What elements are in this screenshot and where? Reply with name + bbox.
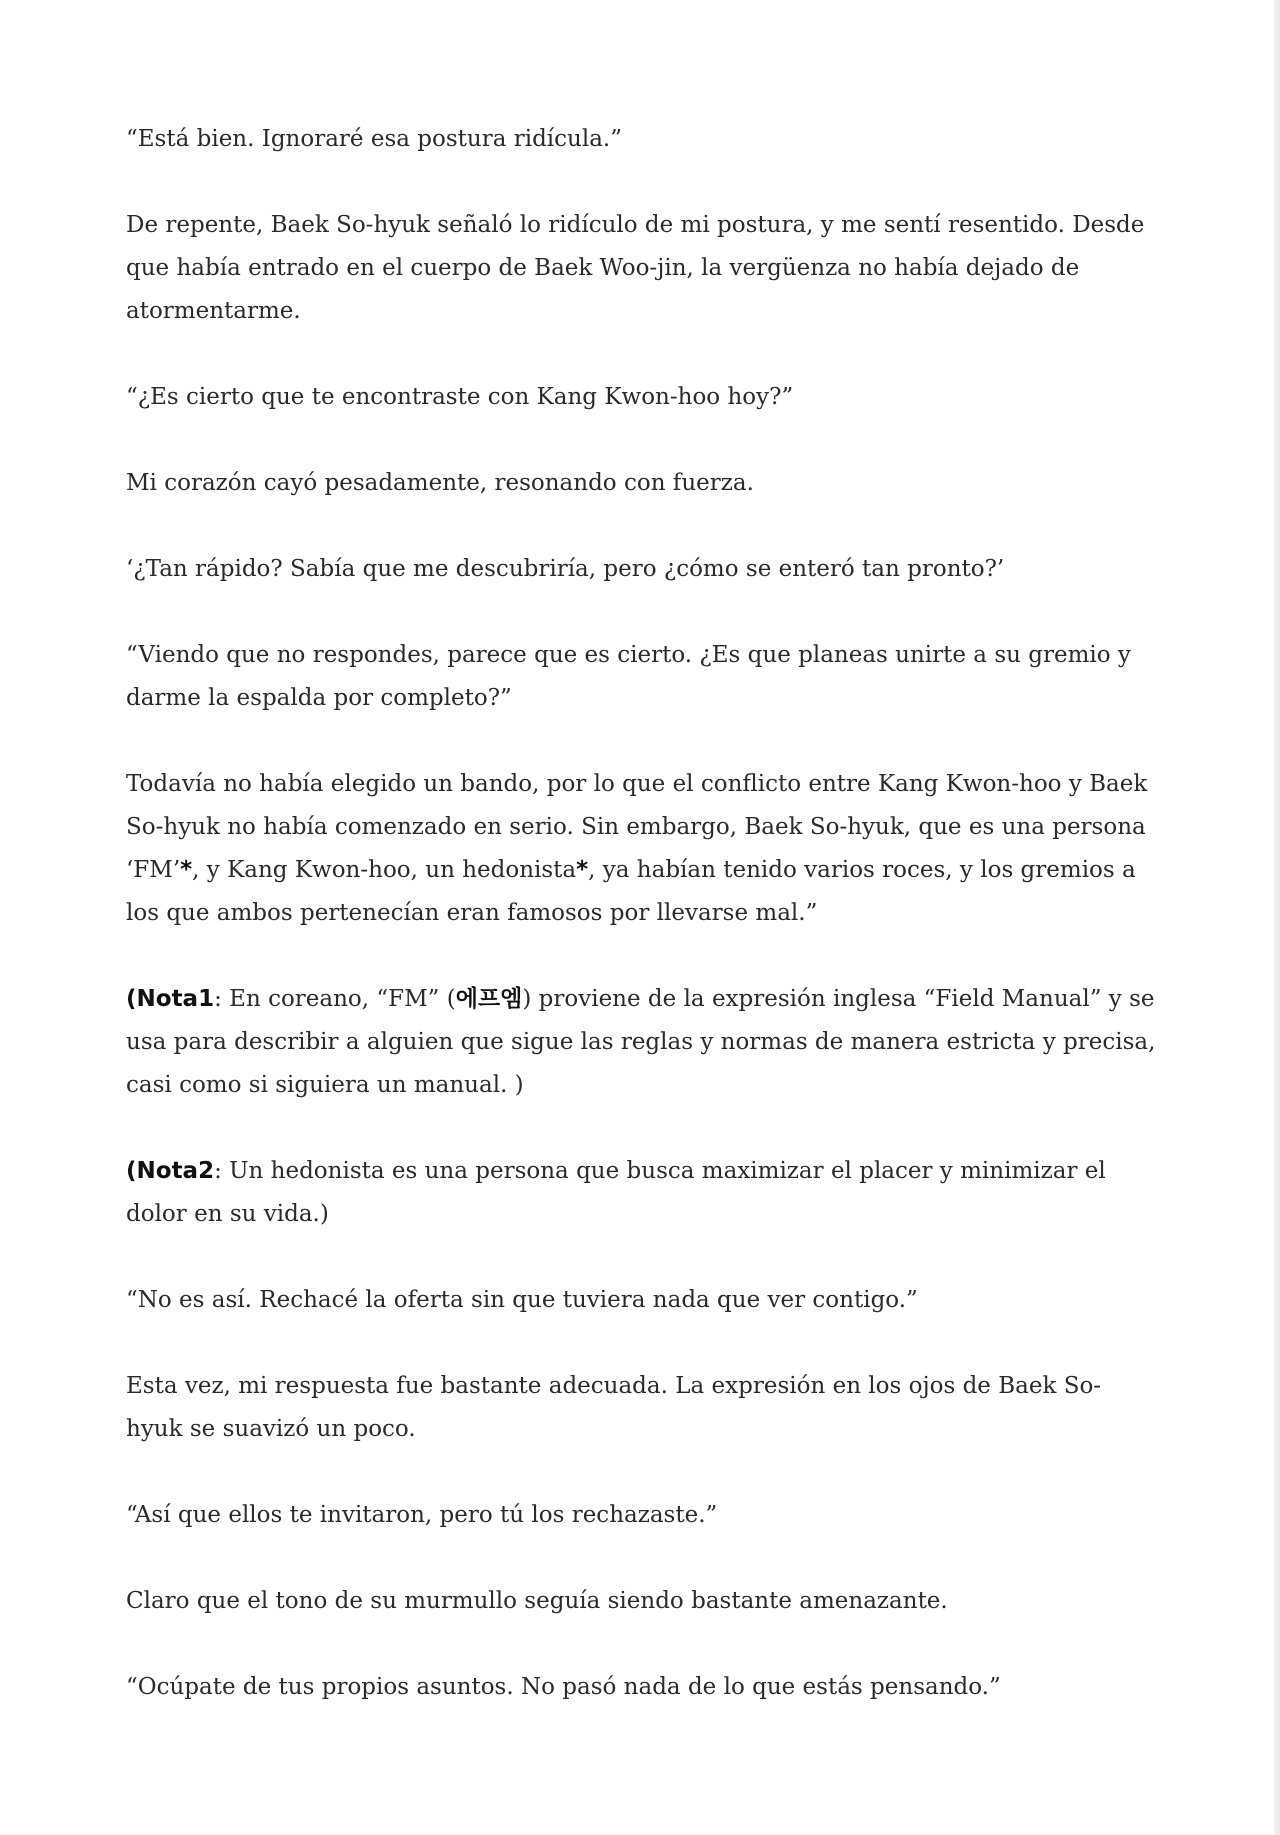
paragraph-6: “Viendo que no respondes, parece que es cierto. ¿Es que planeas unirte a su gremio y darme la espalda por completo?” (126, 642, 1131, 711)
footnote-1-text-a: : En coreano, “FM” ( (214, 986, 456, 1012)
footnote-2-label: Nota2 (136, 1158, 215, 1184)
document-body (126, 118, 1156, 1752)
paragraph-3: “¿Es cierto que te encontraste con Kang Kwon-hoo hoy?” (126, 384, 794, 410)
paragraph-1: “Está bien. Ignoraré esa postura ridícula.” (126, 126, 622, 152)
footnote-marker-1: * (180, 857, 193, 883)
paragraph-7-text-a: Todavía no había elegido un bando, por lo que el conflicto entre Kang Kwon-hoo y Baek So-hyuk no había comenzado en serio. Sin embargo, Baek So-hyuk, que es una persona ‘FM’ (126, 771, 1148, 883)
footnote-1-label: Nota1 (136, 986, 215, 1012)
paragraph-8: “No es así. Rechacé la oferta sin que tuviera nada que ver contigo.” (126, 1287, 918, 1313)
footnote-1 (126, 978, 1156, 1107)
paragraph-2: De repente, Baek So-hyuk señaló lo ridículo de mi postura, y me sentí resentido. Desde que había entrado en el cuerpo de Baek Woo-jin, la vergüenza no había dejado de atormentarme. (126, 212, 1145, 324)
page-edge-shadow (1274, 0, 1280, 1835)
paragraph-7-text-b: , y Kang Kwon-hoo, un hedonista (192, 857, 577, 883)
paragraph-10: “Así que ellos te invitaron, pero tú los rechazaste.” (126, 1502, 718, 1528)
footnote-1-open-paren: ( (126, 986, 137, 1012)
footnote-1-korean-term: 에프엠 (455, 986, 523, 1012)
paragraph-7-text-c: , ya habían tenido varios roces, y los gremios a los que ambos pertenecían eran famosos por llevarse mal.” (126, 857, 1136, 926)
footnote-2-open-paren: ( (126, 1158, 137, 1184)
footnote-2-text: : Un hedonista es una persona que busca maximizar el placer y minimizar el dolor en su vida.) (126, 1158, 1106, 1227)
paragraph-12: “Ocúpate de tus propios asuntos. No pasó nada de lo que estás pensando.” (126, 1674, 1001, 1700)
paragraph-11: Claro que el tono de su murmullo seguía siendo bastante amenazante. (126, 1588, 948, 1614)
paragraph-9: Esta vez, mi respuesta fue bastante adecuada. La expresión en los ojos de Baek So-hyuk se suavizó un poco. (126, 1373, 1102, 1442)
paragraph-7 (126, 763, 1156, 935)
paragraph-4: Mi corazón cayó pesadamente, resonando con fuerza. (126, 470, 754, 496)
footnote-2 (126, 1150, 1156, 1236)
footnote-marker-2: * (576, 857, 589, 883)
footnote-1-text-b: ) proviene de la expresión inglesa “Field Manual” y se usa para describir a alguien que sigue las reglas y normas de manera estricta y precisa, casi como si siguiera un manual. ) (126, 986, 1156, 1098)
paragraph-5: ‘¿Tan rápido? Sabía que me descubriría, pero ¿cómo se enteró tan pronto?’ (126, 556, 1005, 582)
